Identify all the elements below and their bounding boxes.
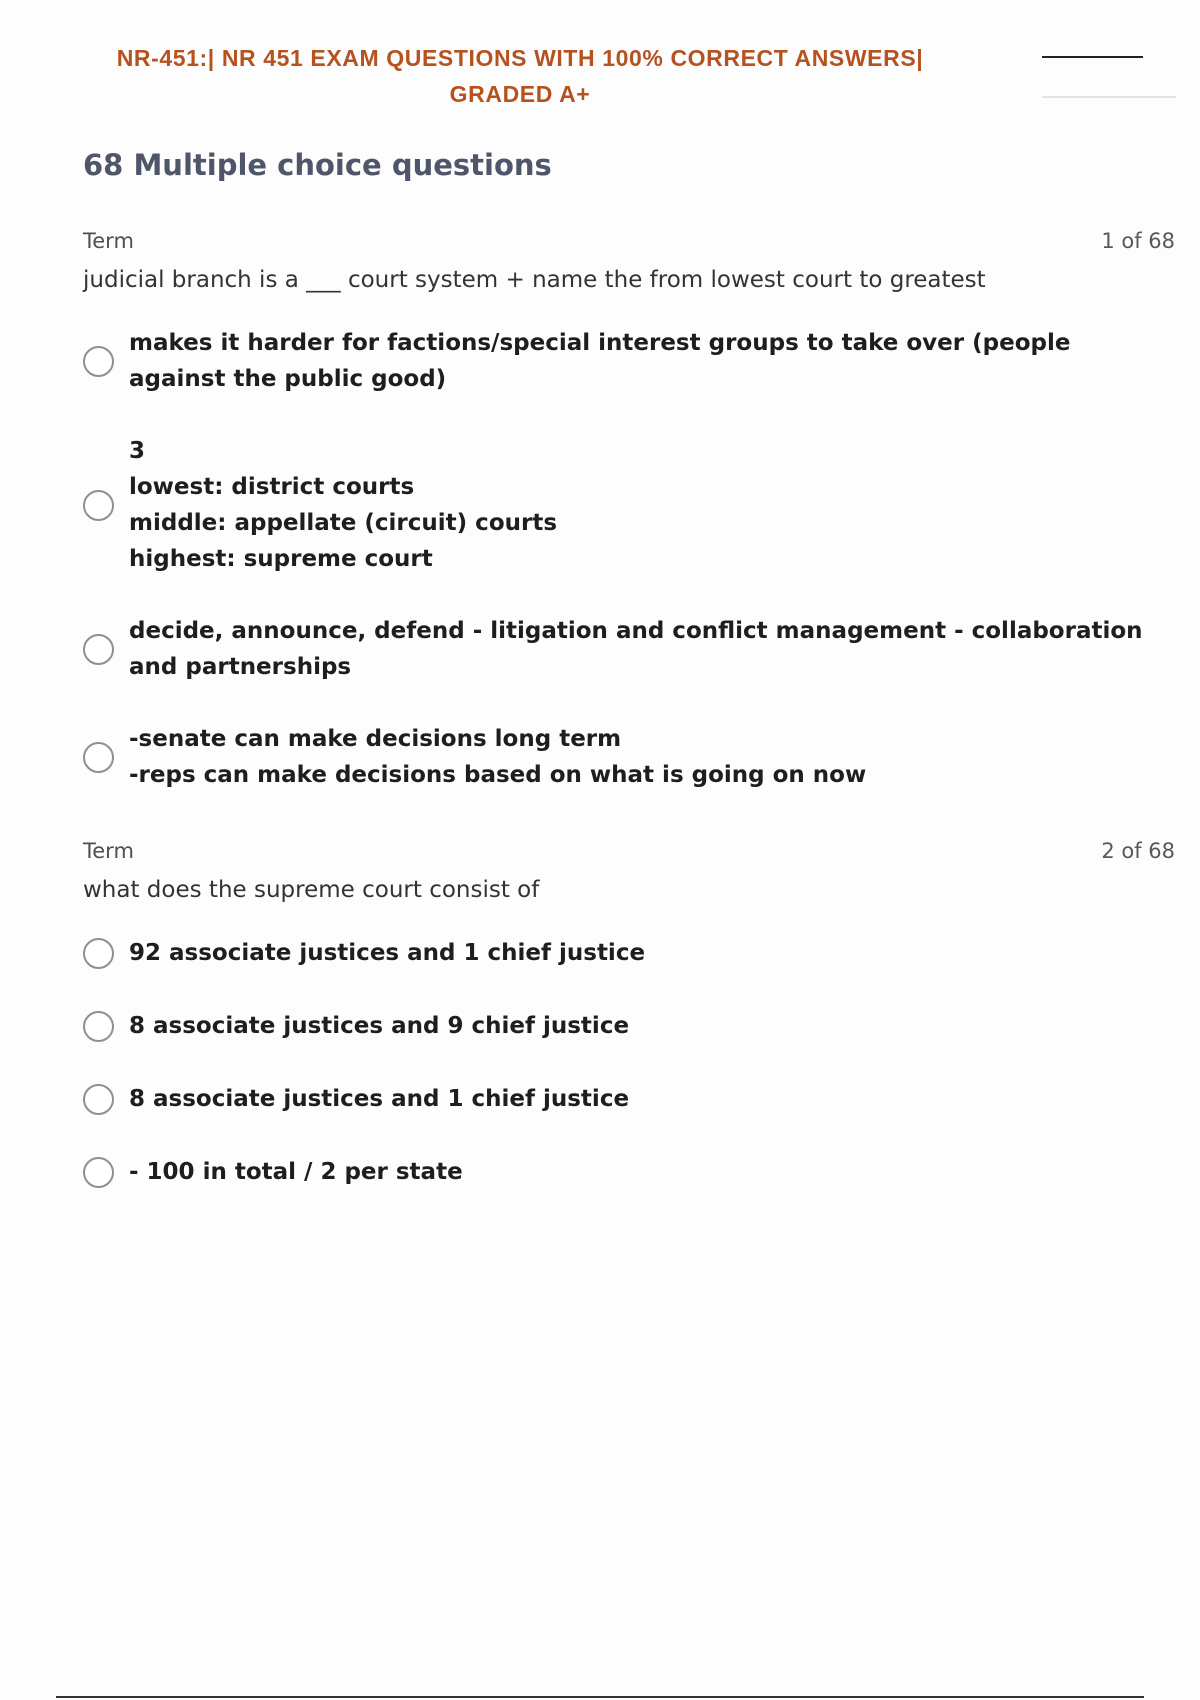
answer-option[interactable] bbox=[83, 721, 1175, 793]
answer-option[interactable] bbox=[83, 325, 1175, 397]
answer-option-text: 8 associate justices and 9 chief justice bbox=[129, 1013, 630, 1039]
section-heading: 68 Multiple choice questions bbox=[83, 148, 552, 182]
header-rule-faint bbox=[1042, 96, 1176, 98]
term-counter: 2 of 68 bbox=[1101, 839, 1175, 863]
answer-option-text: decide, announce, defend - litigation and conflict management - collaboration and partnerships bbox=[129, 618, 1143, 680]
answer-option[interactable] bbox=[83, 935, 1175, 971]
document-title-line-2: GRADED A+ bbox=[449, 81, 591, 107]
answer-option[interactable] bbox=[83, 613, 1175, 685]
answer-options bbox=[83, 935, 1175, 1190]
answer-option[interactable] bbox=[83, 1081, 1175, 1117]
term-header bbox=[83, 226, 1175, 256]
radio-button-icon[interactable] bbox=[83, 1157, 114, 1188]
answer-option-text: 92 associate justices and 1 chief justice bbox=[129, 940, 646, 966]
radio-button-icon[interactable] bbox=[83, 346, 114, 377]
answer-option-text: -senate can make decisions long term -reps can make decisions based on what is going on now bbox=[129, 726, 867, 788]
answer-option[interactable] bbox=[83, 1154, 1175, 1190]
term-card-2 bbox=[83, 836, 1175, 1227]
radio-button-icon[interactable] bbox=[83, 742, 114, 773]
footer-rule bbox=[56, 1696, 1144, 1698]
term-question: judicial branch is a ___ court system + name the from lowest court to greatest bbox=[83, 267, 986, 293]
answer-option-text: 8 associate justices and 1 chief justice bbox=[129, 1086, 630, 1112]
answer-options bbox=[83, 325, 1175, 793]
radio-button-icon[interactable] bbox=[83, 1084, 114, 1115]
document-title-line-1: NR-451:| NR 451 EXAM QUESTIONS WITH 100% CORRECT ANSWERS| bbox=[116, 45, 924, 71]
term-question: what does the supreme court consist of bbox=[83, 877, 540, 903]
radio-button-icon[interactable] bbox=[83, 490, 114, 521]
radio-button-icon[interactable] bbox=[83, 634, 114, 665]
answer-option[interactable] bbox=[83, 433, 1175, 577]
term-label: Term bbox=[83, 229, 134, 253]
answer-option-text: makes it harder for factions/special interest groups to take over (people against the public good) bbox=[129, 330, 1071, 392]
term-counter: 1 of 68 bbox=[1101, 229, 1175, 253]
radio-button-icon[interactable] bbox=[83, 938, 114, 969]
document-header bbox=[0, 0, 1200, 110]
answer-option-text: 3 lowest: district courts middle: appellate (circuit) courts highest: supreme court bbox=[129, 438, 558, 572]
radio-button-icon[interactable] bbox=[83, 1011, 114, 1042]
answer-option-text: - 100 in total / 2 per state bbox=[129, 1159, 463, 1185]
document-title bbox=[40, 40, 1000, 112]
answer-option[interactable] bbox=[83, 1008, 1175, 1044]
term-header bbox=[83, 836, 1175, 866]
term-card-1 bbox=[83, 226, 1175, 829]
term-label: Term bbox=[83, 839, 134, 863]
header-rule bbox=[1042, 56, 1143, 58]
